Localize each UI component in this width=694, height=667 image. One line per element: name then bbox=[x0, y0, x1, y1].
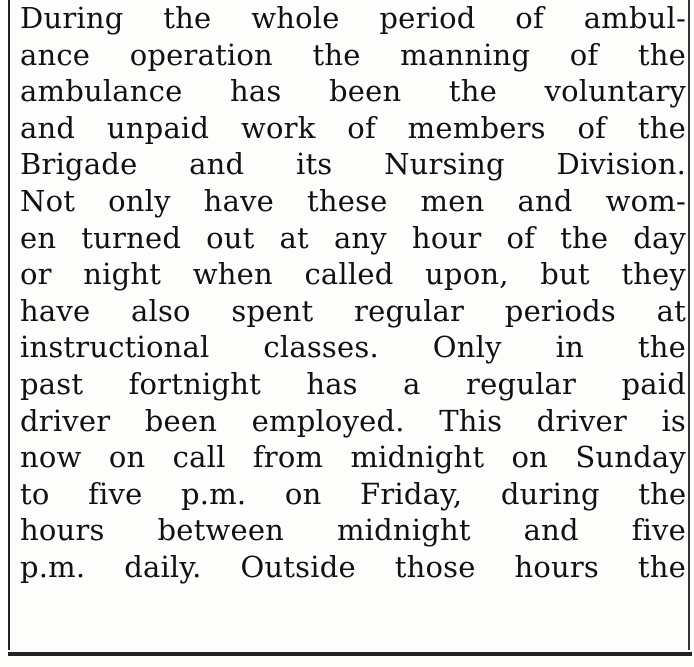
text-line-5: Brigade and its Nursing Division. bbox=[20, 147, 686, 182]
text-line-7: en turned out at any hour of the day bbox=[20, 220, 687, 255]
text-line-6: Not only have these men and wom- bbox=[20, 183, 686, 218]
bottom-column-rule bbox=[8, 652, 692, 656]
text-line-10: instructional classes. Only in the bbox=[20, 330, 686, 365]
left-column-rule bbox=[8, 0, 10, 650]
text-line-14: to five p.m. on Friday, during the bbox=[20, 476, 687, 511]
text-line-13: now on call from midnight on Sunday bbox=[20, 440, 686, 475]
text-line-4: and unpaid work of members of the bbox=[20, 110, 686, 145]
text-line-11: past fortnight has a regular paid bbox=[20, 366, 686, 401]
text-line-15: hours between midnight and five bbox=[20, 513, 686, 548]
text-line-16: p.m. daily. Outside those hours the bbox=[20, 549, 686, 584]
text-line-12: driver been employed. This driver is bbox=[20, 403, 686, 438]
text-line-3: ambulance has been the voluntary bbox=[20, 74, 686, 109]
text-line-1: During the whole period of ambul- bbox=[20, 1, 686, 35]
text-line-2: ance operation the manning of the bbox=[20, 37, 686, 72]
text-line-8: or night when called upon, but they bbox=[20, 257, 686, 292]
text-line-9: have also spent regular periods at bbox=[20, 293, 686, 328]
article-paragraph bbox=[20, 0, 686, 586]
right-column-rule bbox=[688, 0, 690, 650]
